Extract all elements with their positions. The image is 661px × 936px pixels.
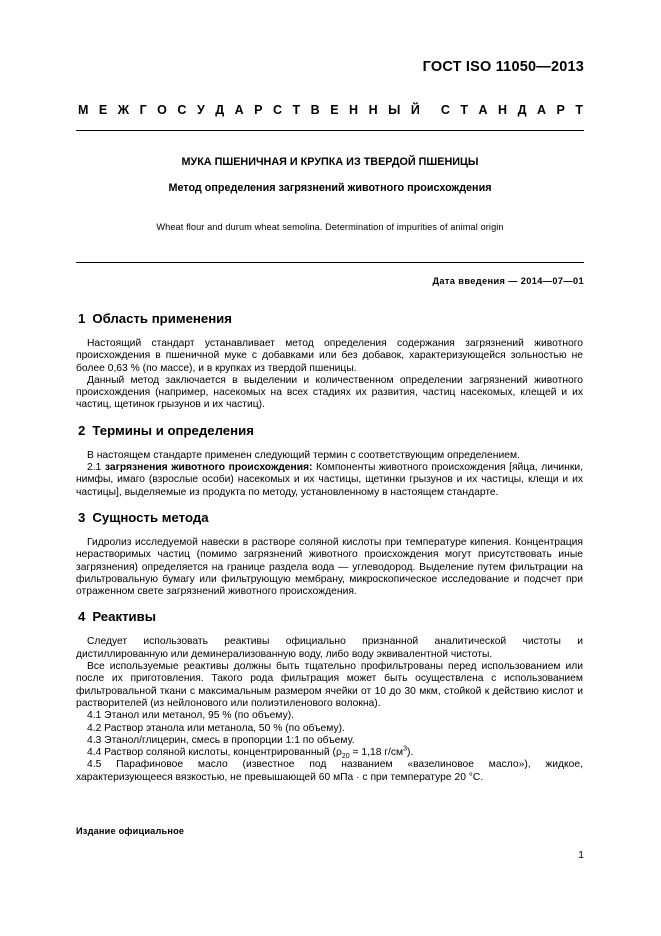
heading-letter: Р [254,103,263,117]
heading-letter: С [273,103,283,117]
heading-letter: Й [410,103,420,117]
term-number: 2.1 [87,462,102,474]
term-text: Компоненты животного происхождения [яйца, личинки, нимфы, имаго (взрослые особи) насекомых и их частицы, щетинки грызунов и их частицы, клещи и их частицы], выделяемые из продукта по методу, установленному в настоящем стандарте. [76,462,583,498]
list-item: 4.1 Этанол или метанол, 95 % (по объему). [87,710,295,722]
heading-letter: Е [98,103,108,117]
paragraph: Данный метод заключается в выделении и количественном определении загрязнений животного происхождения (например, насекомых на всех стадиях их развития, частиц насекомых, клещей и их частиц, щетинок грызунов и их частиц). [76,374,583,411]
section-title: Термины и определения [92,422,254,438]
paragraph: Настоящий стандарт устанавливает метод определения содержания загрязнений животного происхождения в пшеничной муке с добавками или без добавок, характеризующейся зольностью не более 0,63 % (по массе), и в крупках из твердой пшеницы. [76,338,583,374]
term-definition [76,462,583,499]
section-4 [76,609,583,784]
document-subtitle: Метод определения загрязнений животного происхождения [168,182,492,194]
section-1 [76,311,583,412]
heading-letter: А [536,103,547,117]
english-title: Wheat flour and durum wheat semolina. Determination of impurities of animal origin [156,222,504,232]
heading-letter: Н [349,103,359,117]
subscript: 20 [341,753,350,761]
paragraph: В настоящем стандарте применен следующий термин с соответствующим определением. [87,449,520,461]
heading-letter: С [177,103,187,117]
heading-letter: Ы [388,103,401,117]
list-item: 4.5 Парафиновое масло (известное под названием «вазелиновое масло»), жидкое, характеризующееся вязкостью, не превышающей 60 мПа · с при температуре 20 °С. [76,759,583,783]
heading-letter: Н [498,103,508,117]
paragraph: Гидролиз исследуемой навески в растворе соляной кислоты при температуре кипения. Концентрация нерастворимых частиц (помимо загрязнений животного происхождения могут присутствовать иные загрязнения) определяется на границе раздела вода — углеводород. Выделение путем фильтрации на фильтровальную бумагу или фильтрующую мембрану, микроскопическое исследование и подсчет при отраженном свете загрязнений животного происхождения. [76,536,583,598]
list-item: 4.3 Этанол/глицерин, смесь в пропорции 1:1 по объему. [87,734,355,746]
heading-letter: Н [368,103,378,117]
list-item-text: = 1,18 г/см [349,747,404,759]
heading-letter: Д [215,103,225,117]
heading-letter: Т [575,103,583,117]
list-item: 4.2 Раствор этанола или метанола, 50 % (по объему). [87,722,345,734]
section-2 [76,423,583,499]
middle-rule [76,262,584,263]
section-heading [76,423,583,439]
section-number: 1 [78,311,86,326]
section-number: 4 [78,609,86,625]
heading-letter: Т [292,103,301,117]
section-heading [76,609,583,625]
heading-letter: А [234,103,244,117]
gost-code: ГОСТ ISO 11050—2013 [422,59,584,75]
heading-letter: О [157,103,167,117]
document-title: МУКА ПШЕНИЧНАЯ И КРУПКА ИЗ ТВЕРДОЙ ПШЕНИЦЫ [181,156,479,168]
heading-letter: Р [556,103,565,117]
heading-letter: У [196,103,205,117]
heading-letter: С [440,103,450,117]
superscript: 3 [403,745,408,753]
introduction-date: Дата введения — 2014—07—01 [432,276,584,286]
heading-letter: Г [139,103,147,117]
term: загрязнения животного происхождения: [104,462,313,474]
section-heading [76,510,583,526]
heading-letter: М [78,103,89,117]
official-edition-label: Издание официальное [76,826,185,836]
paragraph: Все используемые реактивы должны быть тщательно профильтрованы перед использованием или после их приготовления. Такого рода фильтрация может быть осуществлена с использованием фильтровальной ткани с максимальным размером ячейки от 10 до 30 мкм, стойкой к действию кислот и растворителей (из нейлонового или полиэтиленового волокна). [76,661,583,709]
section-number: 2 [78,422,86,438]
list-item-text: 4.4 Раствор соляной кислоты, концентрированный (ρ [87,747,342,759]
heading-letter: Т [460,103,469,117]
section-title: Область применения [92,311,232,326]
page-number: 1 [578,850,584,861]
document-body [76,311,583,795]
section-number: 3 [78,509,86,525]
heading-letter: В [310,103,320,117]
list-item-text: ). [407,747,414,759]
heading-letter: Д [517,103,527,117]
top-rule [76,130,584,131]
paragraph: Следует использовать реактивы официально признанной аналитической чистоты и дистиллированную или деминерализованную воду, либо воду эквивалентной чистоты. [76,636,583,660]
heading-letter: Ж [117,103,130,117]
heading-letter: Е [330,103,339,117]
section-title: Реактивы [92,609,157,625]
list-item [76,747,583,759]
section-3 [76,510,583,598]
standard-type-heading [78,103,583,117]
section-title: Сущность метода [92,509,209,525]
heading-letter: А [478,103,488,117]
section-heading [76,311,583,327]
